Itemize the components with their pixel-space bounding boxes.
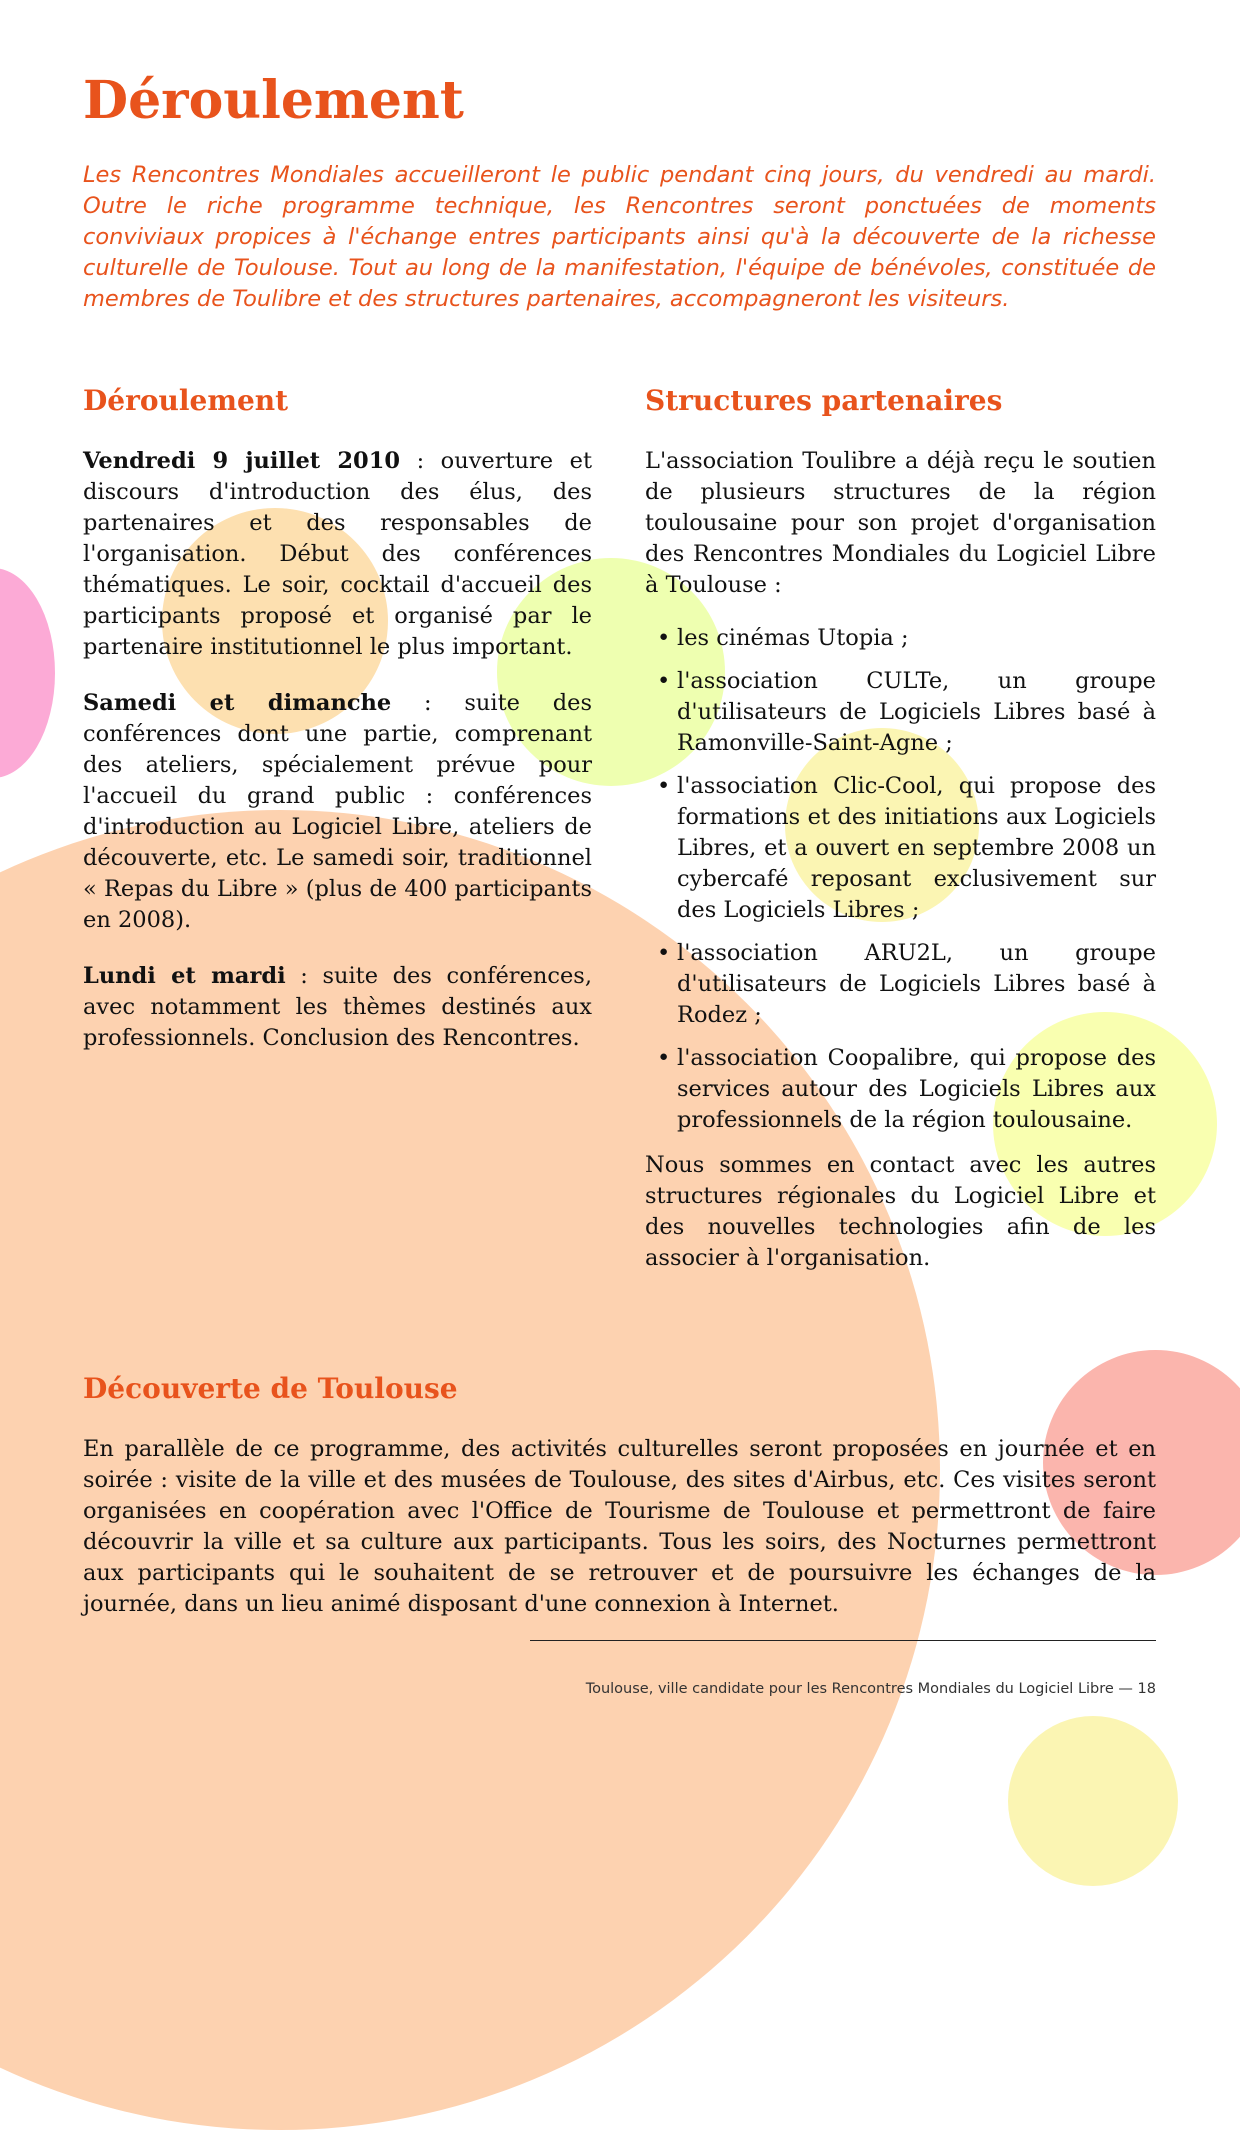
intro-paragraph: Les Rencontres Mondiales accueilleront le public pendant cinq jours, du vendredi au mardi. Outre le riche programme technique, les Rencontres seront ponctuées de moments conviviaux propices à l'échange entres participants ainsi qu'à la découverte de la richesse culturelle de Toulouse. Tout au long de la manifestation, l'équipe de bénévoles, constituée de membres de Toulibre et des structures partenaires, accompagneront les visiteurs. xyxy=(83,162,1156,312)
bullet-icon: • xyxy=(657,668,671,694)
day-label: Samedi et dimanche xyxy=(83,690,392,716)
list-item-text: les cinémas Utopia ; xyxy=(677,625,909,651)
list-item-text: l'association CULTe, un groupe d'utilisateurs de Logiciels Libres basé à Ramonville-Saint-Agne ; xyxy=(677,668,1156,756)
list-item-text: l'association ARU2L, un groupe d'utilisateurs de Logiciels Libres basé à Rodez ; xyxy=(677,940,1156,1028)
list-item xyxy=(645,938,1156,1031)
day-paragraph-monday-tuesday xyxy=(83,961,592,1054)
partners-list xyxy=(645,623,1156,1136)
structures-section xyxy=(645,384,1156,1296)
list-item-text: l'association Clic-Cool, qui propose des formations et des initiations aux Logiciels Libres, et a ouvert en septembre 2008 un cybercafé reposant exclusivement sur des Logiciels Libres ; xyxy=(677,773,1156,923)
day-label: Vendredi 9 juillet 2010 xyxy=(83,448,401,474)
footer-divider xyxy=(530,1640,1156,1641)
day-text: : ouverture et discours d'introduction des élus, des partenaires et des responsables de l'organisation. Début des conférences thématiques. Le soir, cocktail d'accueil des participants proposé et organisé par le partenaire institutionnel le plus important. xyxy=(83,448,592,660)
bullet-icon: • xyxy=(657,940,671,966)
list-item xyxy=(645,1043,1156,1136)
page-title: Déroulement xyxy=(83,70,464,131)
list-item xyxy=(645,623,1156,654)
day-text: : suite des conférences, avec notamment les thèmes destinés aux professionnels. Conclusion des Rencontres. xyxy=(83,963,592,1051)
deroulement-section xyxy=(83,384,592,1079)
day-paragraph-friday xyxy=(83,446,592,663)
day-paragraph-weekend xyxy=(83,688,592,936)
decorative-circle-yellow-bottom xyxy=(1008,1716,1178,1886)
decouverte-heading: Découverte de Toulouse xyxy=(83,1372,458,1405)
bullet-icon: • xyxy=(657,773,671,799)
day-label: Lundi et mardi xyxy=(83,963,286,989)
footer-text: Toulouse, ville candidate pour les Rencontres Mondiales du Logiciel Libre — 18 xyxy=(585,1681,1156,1697)
decouverte-section xyxy=(83,1372,1156,1620)
bullet-icon: • xyxy=(657,625,671,651)
list-item xyxy=(645,666,1156,759)
day-text: : suite des conférences dont une partie, comprenant des ateliers, spécialement prévue pour l'accueil du grand public : conférences d'introduction au Logiciel Libre, ateliers de découverte, etc. Le samedi soir, traditionnel « Repas du Libre » (plus de 400 participants en 2008). xyxy=(83,690,592,933)
structures-intro: L'association Toulibre a déjà reçu le soutien de plusieurs structures de la région toulousaine pour son projet d'organisation des Rencontres Mondiales du Logiciel Libre à Toulouse : xyxy=(645,448,1156,598)
bullet-icon: • xyxy=(657,1045,671,1071)
decorative-circle-pink xyxy=(0,568,55,778)
structures-heading: Structures partenaires xyxy=(645,384,1003,417)
structures-outro: Nous sommes en contact avec les autres structures régionales du Logiciel Libre et des nouvelles technologies afin de les associer à l'organisation. xyxy=(645,1152,1156,1271)
decouverte-paragraph: En parallèle de ce programme, des activités culturelles seront proposées en journée et en soirée : visite de la ville et des musées de Toulouse, des sites d'Airbus, etc. Ces visites seront organisées en coopération avec l'Office de Tourisme de Toulouse et permettront de faire découvrir la ville et sa culture aux participants. Tous les soirs, des Nocturnes permettront aux participants qui le souhaitent de se retrouver et de poursuivre les échanges de la journée, dans un lieu animé disposant d'une connexion à Internet. xyxy=(83,1436,1156,1617)
deroulement-heading: Déroulement xyxy=(83,384,289,417)
list-item-text: l'association Coopalibre, qui propose des services autour des Logiciels Libres aux professionnels de la région toulousaine. xyxy=(677,1045,1156,1133)
list-item xyxy=(645,771,1156,926)
